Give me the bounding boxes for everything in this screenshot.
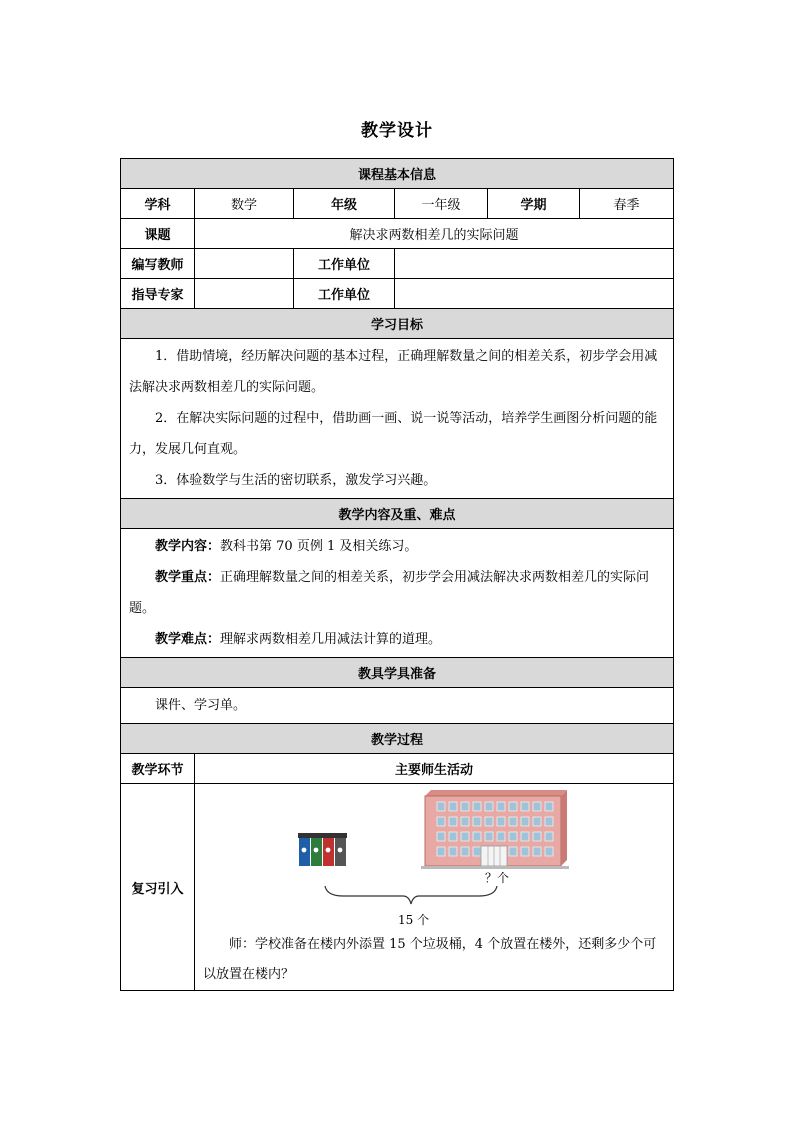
document-title: 教学设计 (361, 121, 433, 141)
question-label: ？个 (485, 871, 510, 885)
term-label: 学期 (488, 189, 580, 219)
unit2-value (395, 279, 674, 309)
subject-value: 数学 (195, 189, 294, 219)
activity-col-header: 主要师生活动 (195, 754, 674, 784)
tools-block (121, 688, 674, 724)
stage-review: 复习引入 (121, 784, 195, 991)
term-value: 春季 (580, 189, 674, 219)
section-tools: 教具学具准备 (121, 658, 674, 688)
tools-text: 课件、学习单。 (155, 698, 247, 713)
expert-value (195, 279, 294, 309)
teacher-label: 编写教师 (121, 249, 195, 279)
teacher-value (195, 249, 294, 279)
activity-text: 师：学校准备在楼内外添置 15 个垃圾桶，4 个放置在楼外，还剩多少个可以放置在楼内？ (203, 937, 657, 982)
brace-icon (325, 886, 497, 904)
section-basic-info: 课程基本信息 (121, 159, 674, 189)
topic-label: 课题 (121, 219, 195, 249)
stage-col-header: 教学环节 (121, 754, 195, 784)
content-label: 教学内容： (155, 539, 221, 554)
topic-value: 解决求两数相差几的实际问题 (195, 219, 674, 249)
total-label: 15 个 (398, 913, 430, 927)
expert-label: 指导专家 (121, 279, 195, 309)
activity-text-block (203, 930, 667, 990)
goal-item: 2．在解决实际问题的过程中，借助画一画、说一说等活动，培养学生画图分析问题的能力，发展几何直观。 (129, 411, 658, 457)
content-block (121, 529, 674, 658)
bins-building-figure (195, 784, 671, 930)
keypoint-text: 正确理解数量之间的相差关系，初步学会用减法解决求两数相差几的实际问题。 (129, 570, 650, 616)
keypoint-label: 教学重点： (155, 570, 221, 585)
section-content: 教学内容及重、难点 (121, 499, 674, 529)
unit2-label: 工作单位 (294, 279, 395, 309)
trash-bins-icon (298, 833, 347, 866)
goals-list (121, 339, 674, 499)
unit-value (395, 249, 674, 279)
subject-label: 学科 (121, 189, 195, 219)
activity-cell (195, 784, 674, 991)
lesson-table (120, 158, 674, 991)
difficulty-label: 教学难点： (155, 632, 221, 647)
school-building-icon (421, 790, 569, 869)
difficulty-text: 理解求两数相差几用减法计算的道理。 (220, 632, 442, 647)
unit-label: 工作单位 (294, 249, 395, 279)
grade-value: 一年级 (395, 189, 488, 219)
goal-item: 1．借助情境，经历解决问题的基本过程，正确理解数量之间的相差关系，初步学会用减法解决求两数相差几的实际问题。 (129, 349, 658, 395)
goal-item: 3．体验数学与生活的密切联系，激发学习兴趣。 (155, 473, 437, 488)
section-process: 教学过程 (121, 724, 674, 754)
section-goals: 学习目标 (121, 309, 674, 339)
grade-label: 年级 (294, 189, 395, 219)
content-text: 教科书第 70 页例 1 及相关练习。 (220, 539, 418, 554)
